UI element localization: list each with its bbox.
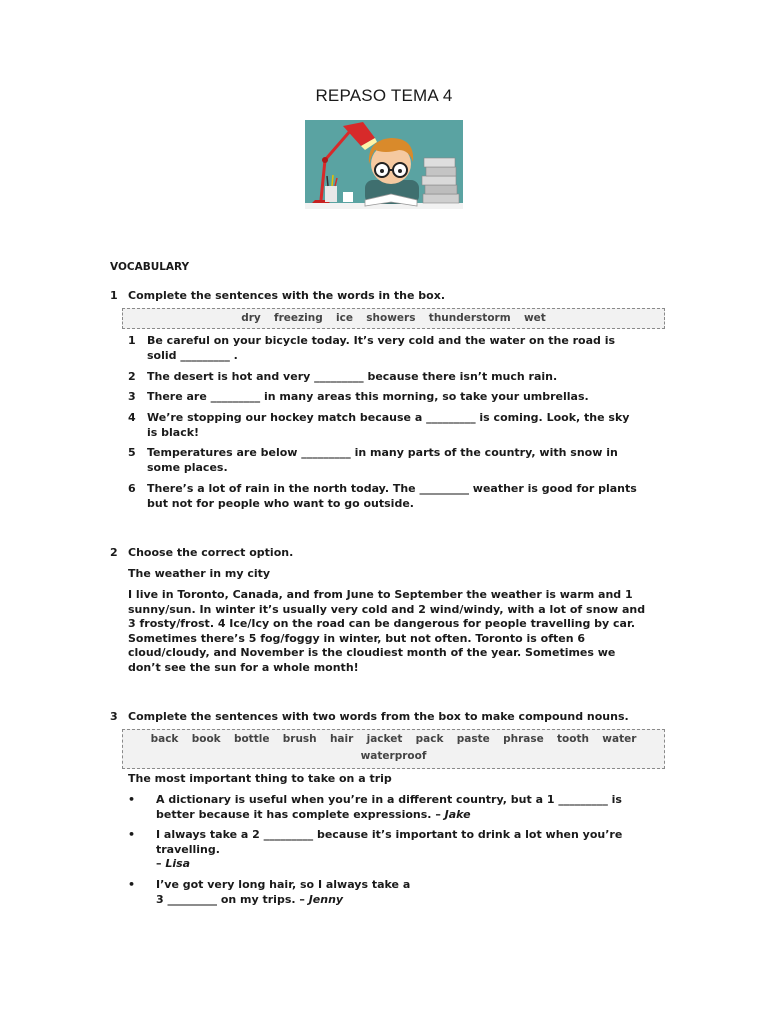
item-text: some places. [147,460,228,474]
item-text: A dictionary is useful when you’re in a different country, but a 1 _________ is [156,793,622,806]
list-item [128,878,658,907]
bullet-icon: • [128,793,136,806]
question-3-heading [110,710,629,723]
item-text: The desert is hot and very _________ because there isn’t much rain. [147,370,558,383]
author-name: Lisa [165,857,191,870]
list-item [128,334,658,363]
item-number: 5 [128,446,136,459]
item-text: but not for people who want to go outside. [147,496,414,510]
item-number: 3 [128,390,136,403]
passage-line: sunny/sun. In winter it’s usually very cold and 2 wind/windy, with a lot of snow and [128,602,646,616]
item-text: better because it has complete expressions. – [156,807,445,821]
question-2-heading [110,546,293,559]
item-text: is black! [147,425,200,439]
reading-passage [128,588,658,675]
question-number: 2 [110,546,118,559]
list-item [128,370,658,385]
list-item [128,793,658,822]
item-number: 6 [128,482,136,495]
question-number: 3 [110,710,118,723]
word-box-line: back book bottle brush hair jacket pack paste phrase tooth water [150,733,637,745]
word-box: dry freezing ice showers thunderstorm wet [122,308,665,329]
item-text: – [156,857,166,870]
item-text: Be careful on your bicycle today. It’s very cold and the water on the road is [147,334,616,347]
item-text: I’ve got very long hair, so I always take a [156,878,411,891]
question-number: 1 [110,289,118,302]
word-box [122,729,665,769]
question-instruction: Complete the sentences with two words from the box to make compound nouns. [128,710,629,723]
passage-line: I live in Toronto, Canada, and from June to September the weather is warm and 1 [128,588,633,601]
student-studying-illustration [305,120,463,209]
item-text: There’s a lot of rain in the north today. The _________ weather is good for plants [147,482,637,495]
question-1-heading [110,289,445,302]
item-text: Temperatures are below _________ in many parts of the country, with snow in [147,446,618,459]
item-text: I always take a 2 _________ because it’s important to drink a lot when you’re [156,828,623,841]
passage-line: don’t see the sun for a whole month! [128,660,359,674]
list-item [128,828,658,872]
list-item [128,446,658,475]
item-text: 3 _________ on my trips. – [156,892,309,906]
item-number: 1 [128,334,136,347]
question-instruction: Complete the sentences with the words in the box. [128,289,446,302]
item-text: We’re stopping our hockey match because a _________ is coming. Look, the sky [147,411,630,424]
list-item [128,482,658,511]
item-text: solid _________ . [147,348,238,362]
trip-subtitle: The most important thing to take on a trip [128,772,392,785]
author-name: Jenny [308,892,344,906]
list-item [128,390,658,405]
question-instruction: Choose the correct option. [128,546,294,559]
word-box-line: waterproof [360,750,427,762]
list-item [128,411,658,440]
item-number: 2 [128,370,136,383]
reading-subtitle: The weather in my city [128,567,271,580]
bullet-icon: • [128,878,136,891]
section-heading-vocabulary: VOCABULARY [110,261,190,273]
item-text: There are _________ in many areas this morning, so take your umbrellas. [147,390,589,403]
passage-line: Sometimes there’s 5 fog/foggy in winter, but not often. Toronto is often 6 [128,631,586,645]
author-name: Jake [444,807,471,821]
page-title: REPASO TEMA 4 [315,86,453,105]
item-number: 4 [128,411,136,424]
bullet-icon: • [128,828,136,841]
passage-line: cloud/cloudy, and November is the cloudiest month of the year. Sometimes we [128,646,616,659]
item-text: travelling. [156,842,220,856]
passage-line: 3 frosty/frost. 4 Ice/Icy on the road can be dangerous for people travelling by car. [128,617,635,630]
